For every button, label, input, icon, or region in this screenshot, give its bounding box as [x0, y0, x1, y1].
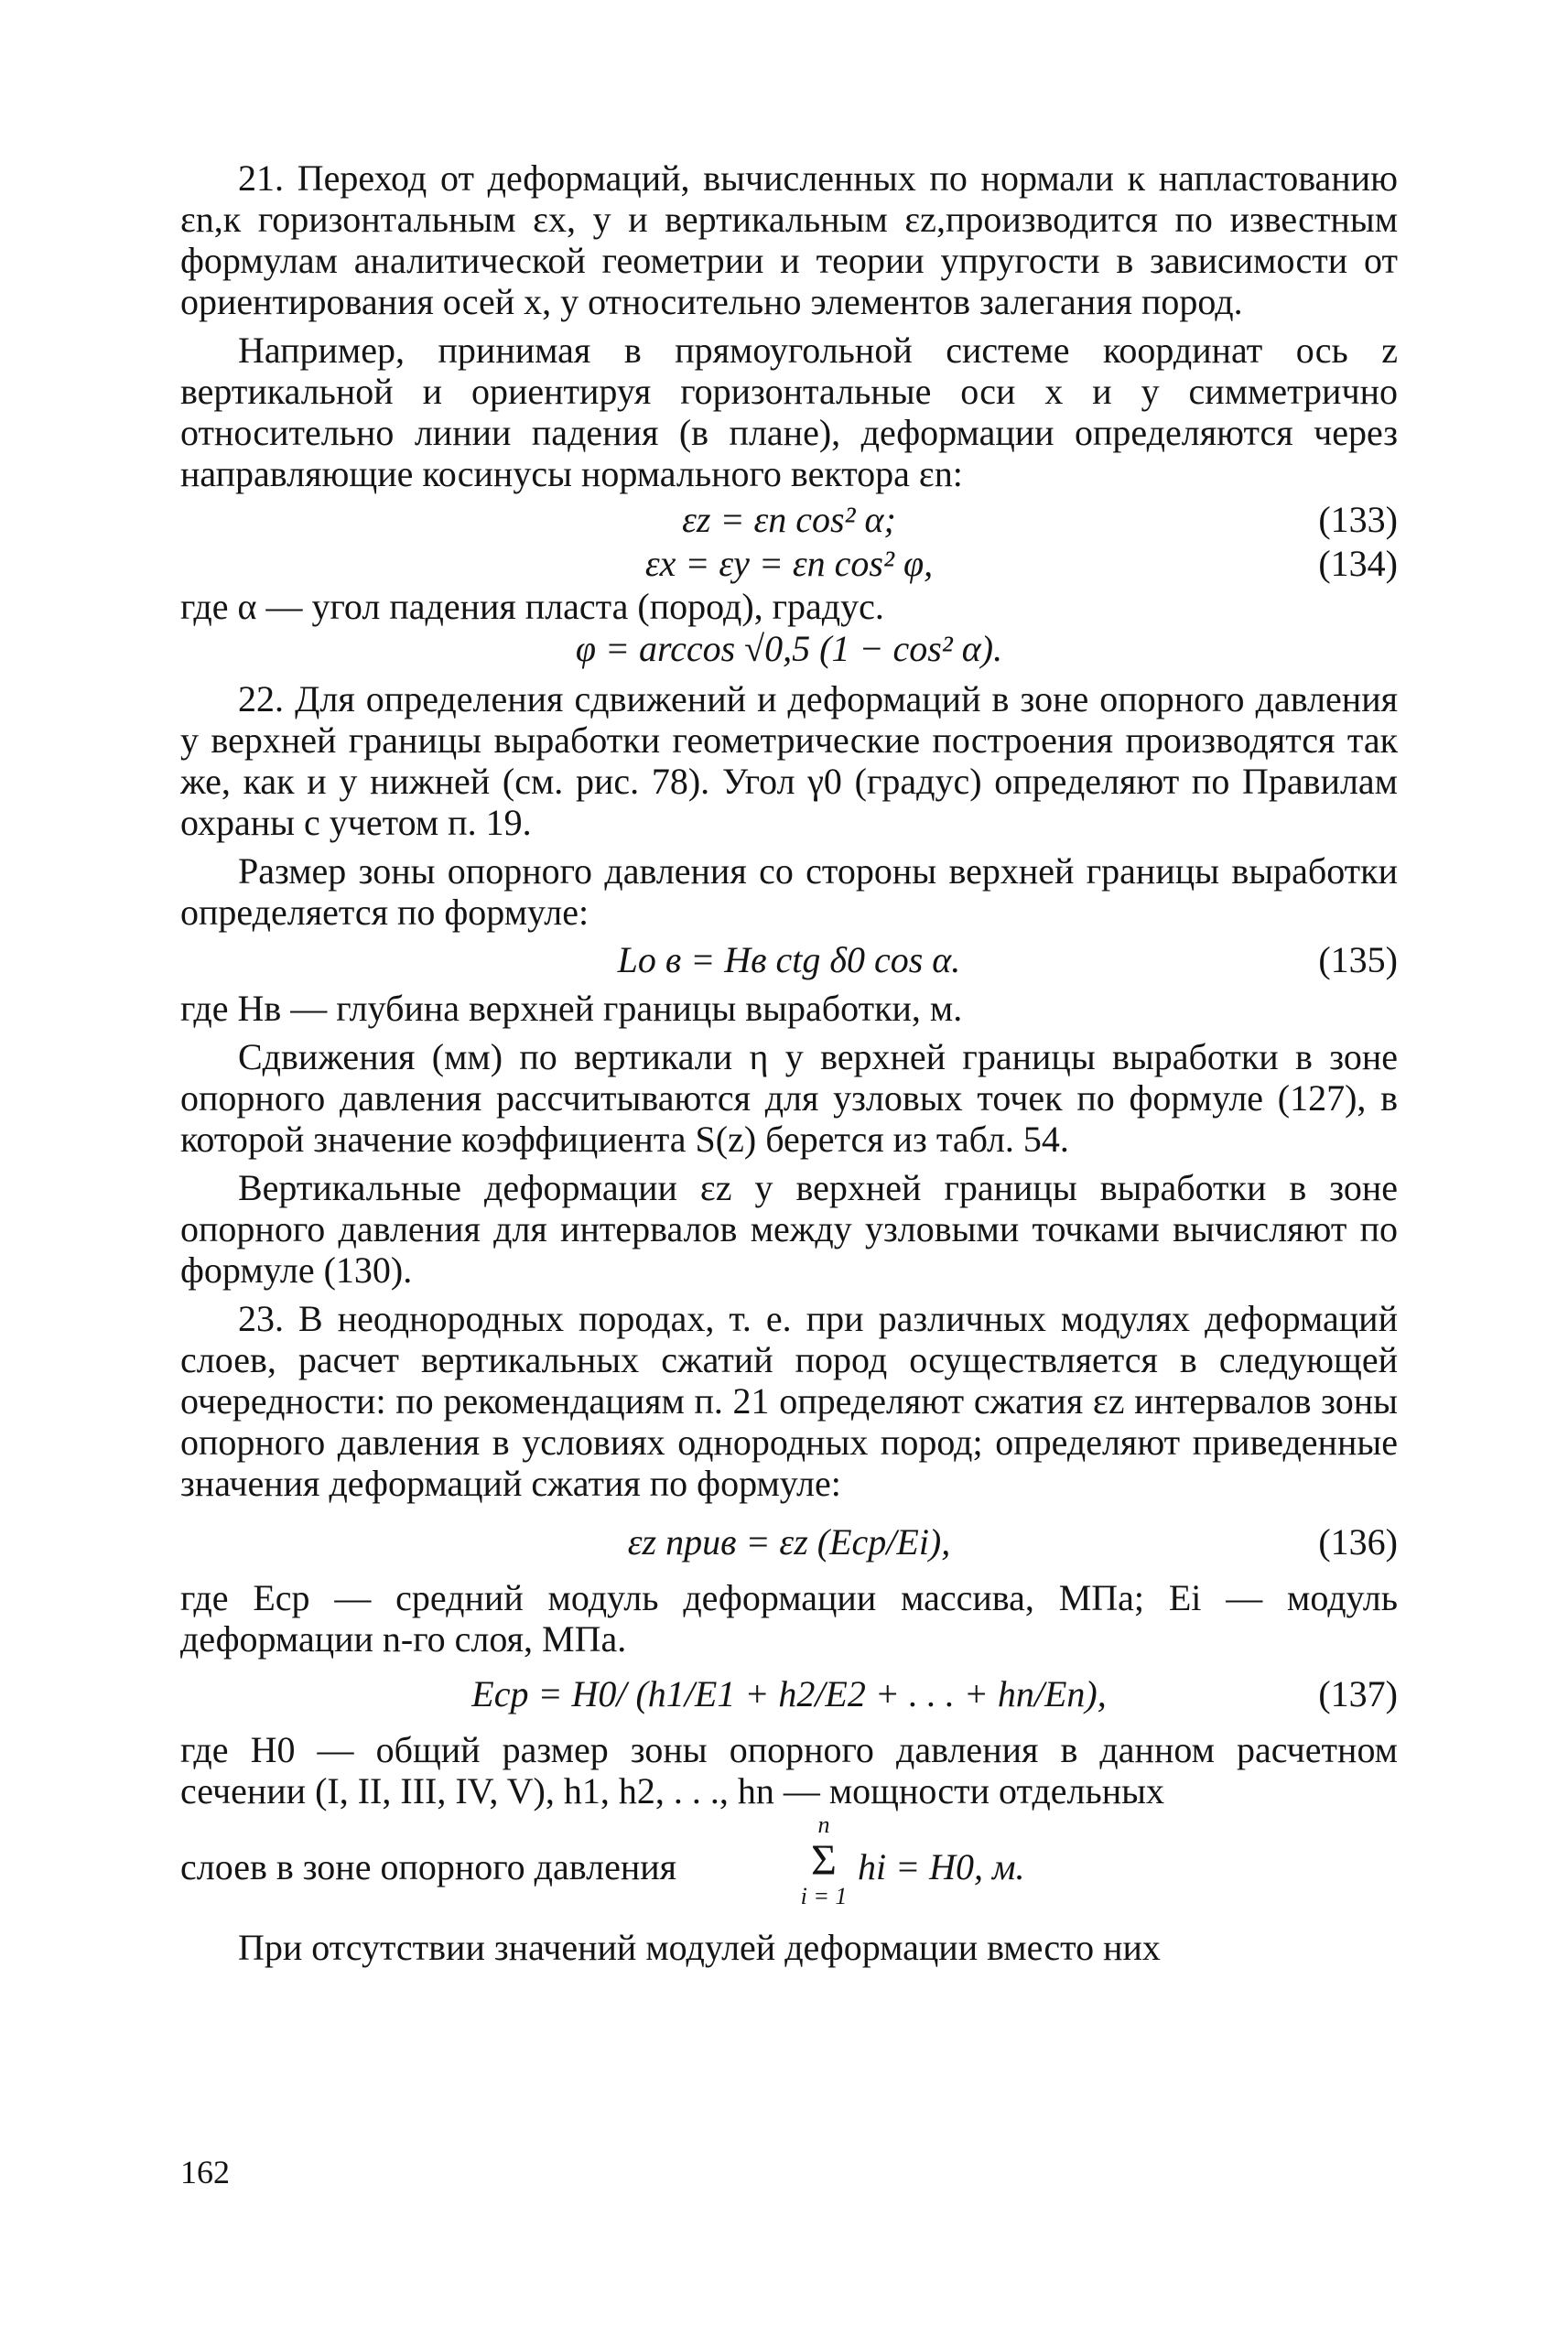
- formula-135: [180, 933, 1398, 988]
- sum-lower-limit: i = 1: [800, 1883, 848, 1909]
- formula-137-number: (137): [1318, 1673, 1398, 1714]
- where-h0: где H0 — общий размер зоны опорного давления в данном расчетном сечении (I, II, III, IV, V), h1, h2, . . ., hn — мощности отдельных: [180, 1729, 1398, 1811]
- formula-133: [180, 498, 1398, 542]
- formula-133-expr: εz = εn cos² α;: [682, 499, 896, 540]
- paragraph-22-displacement: Сдвижения (мм) по вертикали η у верхней границы выработки в зоне опорного давления рассчитываются для узловых точек по формуле (127), в которой значение коэффициента S(z) берется из табл. 54.: [180, 1036, 1398, 1160]
- sum-upper-limit: n: [817, 1811, 830, 1838]
- formula-137: [180, 1667, 1398, 1722]
- formula-134: [180, 542, 1398, 586]
- layers-label: слоев в зоне опорного давления: [180, 1846, 677, 1887]
- where-ecp: где Eср — средний модуль деформации массива, МПа; Ei — модуль деформации n-го слоя, МПа.: [180, 1577, 1398, 1660]
- formula-phi-expr: φ = arccos √0,5 (1 − cos² α).: [575, 628, 1003, 669]
- sum-expression: hi = H0, м.: [858, 1846, 1025, 1887]
- formula-136: [180, 1515, 1398, 1570]
- formula-135-number: (135): [1318, 939, 1398, 980]
- formula-134-number: (134): [1318, 543, 1398, 584]
- paragraph-22-vertical: Вертикальные деформации εz у верхней границы выработки в зоне опорного давления для интервалов между узловыми точками вычисляют по формуле (130).: [180, 1167, 1398, 1291]
- paragraph-21: 21. Переход от деформаций, вычисленных по нормали к напластованию εn,к горизонтальным εx, y и вертикальным εz,производится по известным формулам аналитической геометрии и теории упругости в зависимости от ориентирования осей x, y относительно элементов залегания пород.: [180, 157, 1398, 322]
- formula-137-expr: Eср = H0/ (h1/E1 + h2/E2 + . . . + hn/En),: [471, 1673, 1107, 1714]
- paragraph-22: 22. Для определения сдвижений и деформаций в зоне опорного давления у верхней границы выработки геометрические построения производятся так же, как и у нижней (см. рис. 78). Угол γ0 (градус) определяют по Правилам охраны с учетом п. 19.: [180, 678, 1398, 843]
- formula-136-number: (136): [1318, 1521, 1398, 1563]
- formula-phi: [180, 627, 1398, 671]
- paragraph-21-example: Например, принимая в прямоугольной системе координат ось z вертикальной и ориентируя горизонтальные оси x и y симметрично относительно линии падения (в плане), деформации определяются через направляющие косинусы нормального вектора εn:: [180, 330, 1398, 494]
- paragraph-last: При отсутствии значений модулей деформации вместо них: [238, 1927, 1161, 1968]
- page-number: 162: [180, 2154, 230, 2190]
- paragraph-23: 23. В неоднородных породах, т. е. при различных модулях деформаций слоев, расчет вертикальных сжатий пород осуществляется в следующей очередности: по рекомендациям п. 21 определяют сжатия εz интервалов зоны опорного давления в условиях однородных пород; определяют приведенные значения деформаций сжатия по формуле:: [180, 1298, 1398, 1504]
- where-alpha: где α — угол падения пласта (пород), градус.: [180, 586, 884, 627]
- formula-136-expr: εz прив = εz (Eср/Ei),: [627, 1521, 951, 1563]
- formula-134-expr: εx = εy = εn cos² φ,: [644, 543, 934, 584]
- sum-row: [180, 1811, 1398, 1919]
- text-block: [180, 157, 1398, 1968]
- sum-symbol: [792, 1811, 856, 1910]
- formula-133-number: (133): [1318, 499, 1398, 540]
- sigma-symbol: Σ: [811, 1836, 837, 1885]
- paragraph-22-size: Размер зоны опорного давления со стороны верхней границы выработки определяется по формуле:: [180, 850, 1398, 933]
- formula-135-expr: Lо в = Hв ctg δ0 cos α.: [617, 939, 961, 980]
- where-hv: где Hв — глубина верхней границы выработки, м.: [180, 988, 963, 1029]
